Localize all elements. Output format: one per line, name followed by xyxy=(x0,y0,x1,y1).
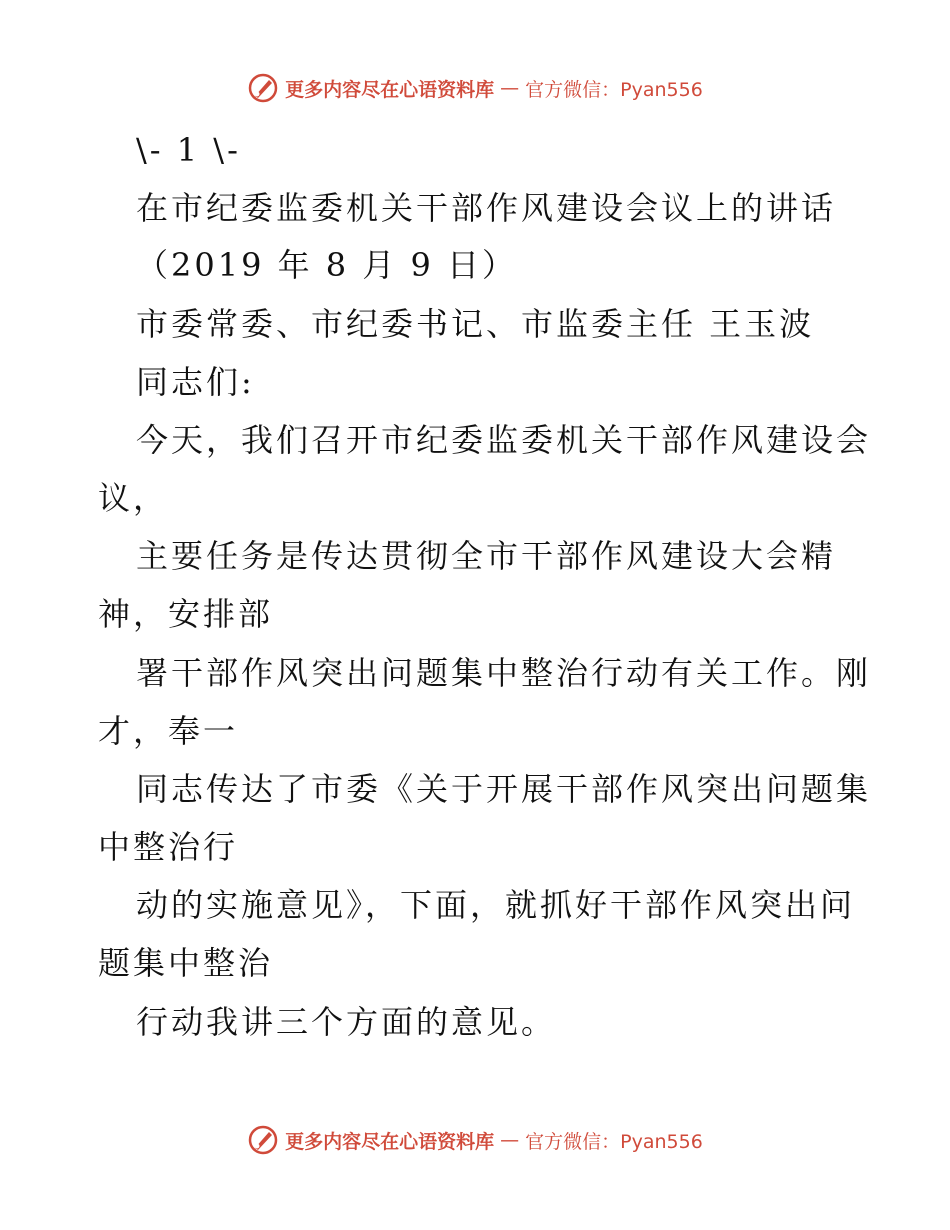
salutation: 同志们: xyxy=(136,363,255,401)
body-line: 题集中整治 xyxy=(98,944,274,982)
page-marker: \- 1 \- xyxy=(136,131,241,169)
body-line: 动的实施意见》，下面，就抓好干部作风突出问 xyxy=(136,886,856,924)
watermark-separator: — xyxy=(500,1129,520,1151)
watermark-logo-icon xyxy=(247,1124,279,1156)
watermark-footer xyxy=(0,1124,950,1156)
body-line: 议， xyxy=(98,479,169,517)
body-line: 今天，我们召开市纪委监委机关干部作风建设会 xyxy=(136,421,872,459)
document-date: （2019 年 8 月 9 日） xyxy=(136,246,518,284)
watermark-header xyxy=(0,72,950,104)
body-line: 同志传达了市委《关于开展干部作风突出问题集 xyxy=(136,770,872,808)
watermark-text: 更多内容尽在心语资料库 xyxy=(285,1130,495,1153)
document-title: 在市纪委监委机关干部作风建设会议上的讲话 xyxy=(136,189,837,227)
body-line: 署干部作风突出问题集中整治行动有关工作。刚 xyxy=(136,654,872,692)
watermark-wechat: 官方微信：Pyan556 xyxy=(525,1130,703,1153)
body-line: 主要任务是传达贯彻全市干部作风建设大会精 xyxy=(136,537,837,575)
body-line: 中整治行 xyxy=(98,828,239,866)
watermark-text: 更多内容尽在心语资料库 xyxy=(285,78,495,101)
watermark-wechat: 官方微信：Pyan556 xyxy=(525,78,703,101)
body-line: 才，奉一 xyxy=(98,712,239,750)
watermark-separator: — xyxy=(500,77,520,99)
watermark-logo-icon xyxy=(247,72,279,104)
body-line: 神，安排部 xyxy=(98,595,274,633)
speaker-line: 市委常委、市纪委书记、市监委主任 王玉波 xyxy=(136,305,815,343)
body-line: 行动我讲三个方面的意见。 xyxy=(136,1003,557,1041)
